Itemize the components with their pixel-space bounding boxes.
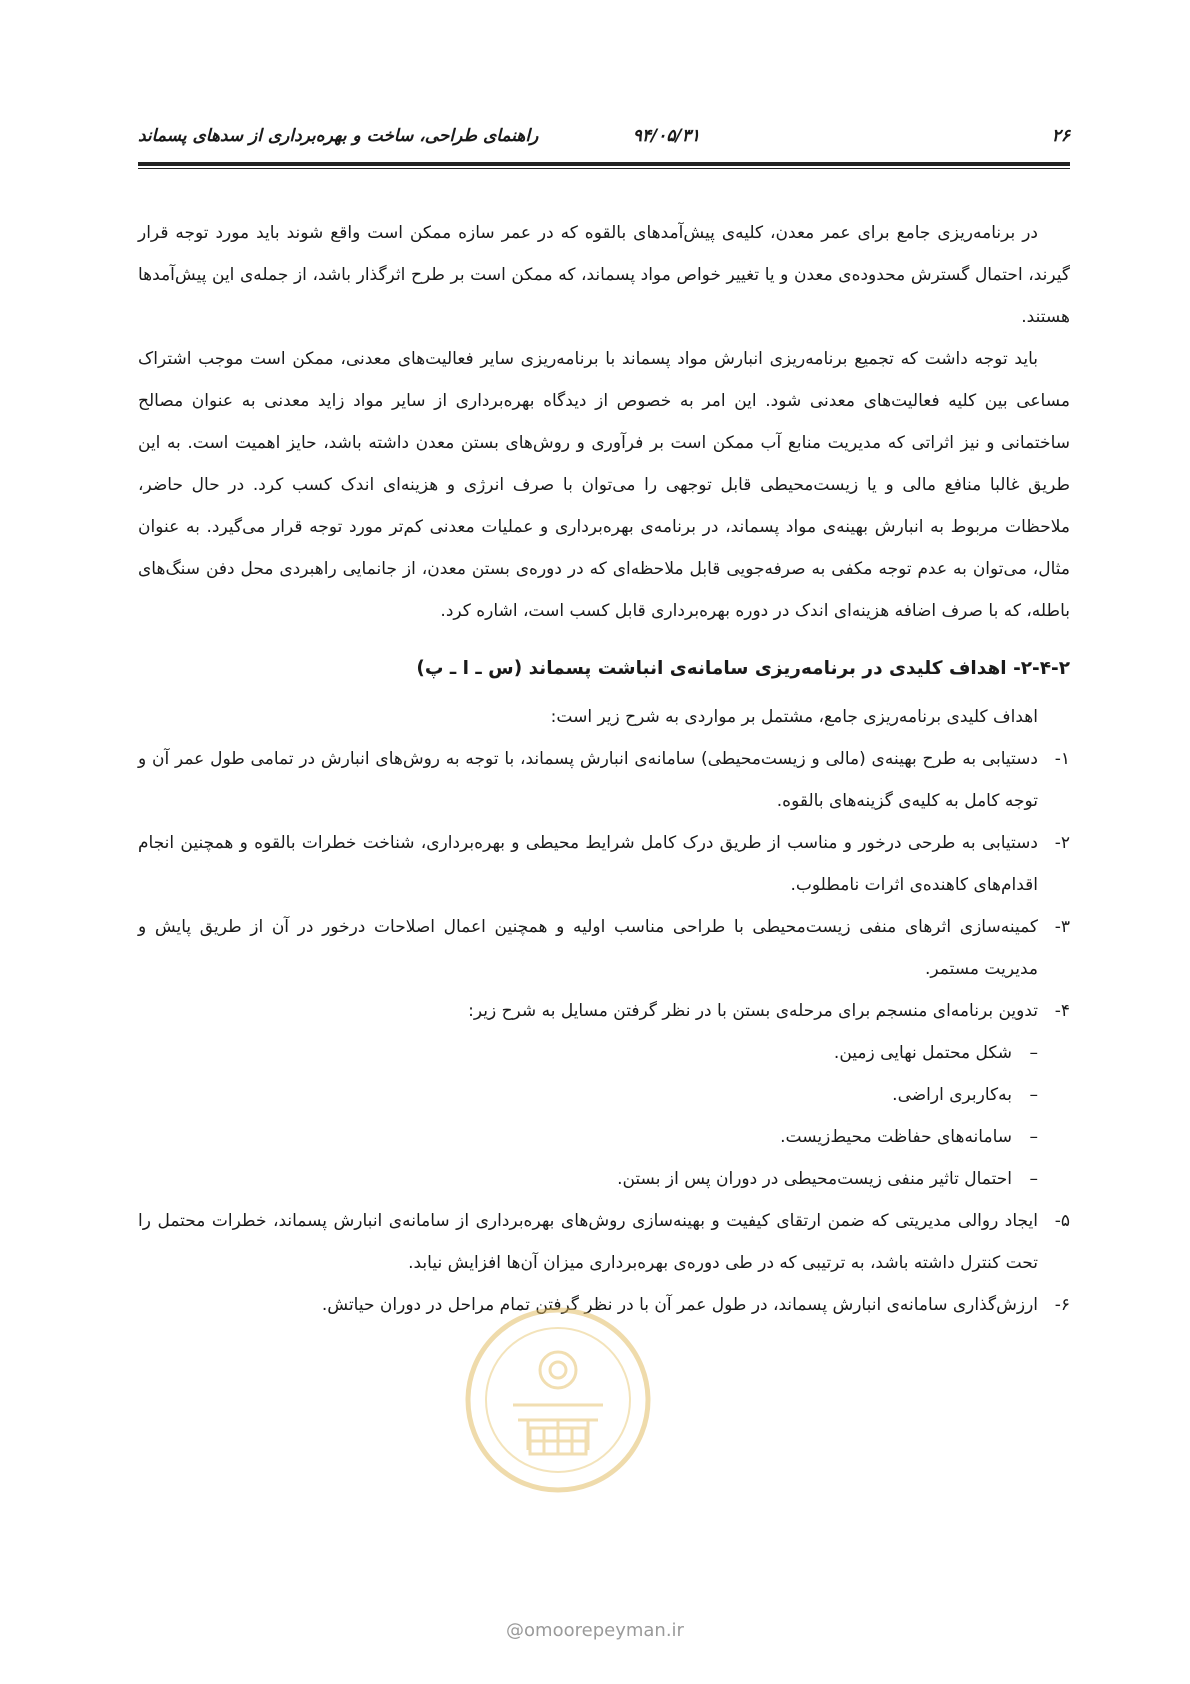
list-item	[138, 822, 1070, 906]
sub-item-text: شکل محتمل نهایی زمین.	[833, 1043, 1012, 1063]
sub-item-text: به‌کاربری اراضی.	[892, 1085, 1012, 1105]
sub-list-item	[138, 1158, 1070, 1200]
item-text: کمینه‌سازی اثرهای منفی زیست‌محیطی با طراحی مناسب اولیه و همچنین اعمال اصلاحات درخور در آن از طریق پایش و مدیریت مستمر.	[138, 917, 1038, 979]
paragraph: در برنامه‌ریزی جامع برای عمر معدن، کلیه‌ی پیش‌آمدهای بالقوه که در عمر سازه ممکن است واقع شوند باید مورد توجه قرار گیرند، احتمال گسترش محدوده‌ی معدن و یا تغییر خواص مواد پسماند، که ممکن است بر طرح اثرگذار باشد، از جمله‌ی این پیش‌آمدها هستند.	[138, 223, 1070, 327]
item-text: دستیابی به طرح بهینه‌ی (مالی و زیست‌محیطی) سامانه‌ی انبارش پسماند، با توجه به روش‌های انبارش در تمامی طول عمر آن و توجه کامل به کلیه‌ی گزینه‌های بالقوه.	[138, 749, 1038, 811]
page-header	[138, 124, 1070, 154]
dash-bullet: –	[1029, 1085, 1038, 1105]
watermark-url: @omoorepeyman.ir	[506, 1620, 684, 1641]
item-text: دستیابی به طرحی درخور و مناسب از طریق درک کامل شرایط محیطی و بهره‌برداری، شناخت خطرات بالقوه و همچنین انجام اقدام‌های کاهنده‌ی اثرات نامطلوب.	[138, 833, 1038, 895]
item-number: ۳-	[1054, 917, 1070, 937]
paragraph: باید توجه داشت که تجمیع برنامه‌ریزی انبارش مواد پسماند با برنامه‌ریزی سایر فعالیت‌های معدنی، ممکن است موجب اشتراک مساعی بین کلیه فعالیت‌های معدنی شود. این امر به خصوص از دیدگاه بهره‌برداری از سایر مواد زاید معدنی به عنوان مصالح ساختمانی و نیز اثراتی که مدیریت منابع آب ممکن است بر فرآوری و روش‌های بستن معدن داشته باشد، حایز اهمیت است. به این طریق غالبا منافع مالی و یا زیست‌محیطی قابل توجهی را می‌توان با صرف انرژی و هزینه‌ای اندک کسب کرد. در حال حاضر، ملاحظات مربوط به انبارش بهینه‌ی مواد پسماند، در برنامه‌ی بهره‌برداری و عملیات معدنی کم‌تر مورد توجه قرار می‌گیرد. به عنوان مثال، می‌توان به عدم توجه مکفی به صرفه‌جویی قابل ملاحظه‌ای که در دوره‌ی بستن معدن، از جانمایی راهبردی محل دفن سنگ‌های باطله، که با صرف اضافه هزینه‌ای اندک در دوره بهره‌برداری قابل کسب است، اشاره کرد.	[138, 349, 1070, 621]
section-heading: ۲-۴-۲- اهداف کلیدی در برنامه‌ریزی سامانه‌ی انباشت پسماند (س ـ ا ـ پ)	[416, 658, 1070, 679]
page-number: ۲۶	[1051, 126, 1070, 146]
item-number: ۶-	[1054, 1295, 1070, 1315]
intro-text: اهداف کلیدی برنامه‌ریزی جامع، مشتمل بر مواردی به شرح زیر است:	[550, 707, 1038, 727]
dash-bullet: –	[1029, 1127, 1038, 1147]
list-item	[138, 906, 1070, 990]
item-number: ۵-	[1054, 1211, 1070, 1231]
header-date: ۹۴/۰۵/۳۱	[632, 126, 700, 146]
header-rule-thin	[138, 168, 1070, 169]
document-title: راهنمای طراحی، ساخت و بهره‌برداری از سدهای پسماند	[138, 126, 539, 146]
dash-bullet: –	[1029, 1169, 1038, 1189]
item-number: ۲-	[1054, 833, 1070, 853]
sub-list-item	[138, 1032, 1070, 1074]
list-item	[138, 1200, 1070, 1284]
sub-list-item	[138, 1074, 1070, 1116]
sub-item-text: احتمال تاثیر منفی زیست‌محیطی در دوران پس از بستن.	[617, 1169, 1012, 1189]
sub-item-text: سامانه‌های حفاظت محیط‌زیست.	[780, 1127, 1012, 1147]
header-rule-thick	[138, 162, 1070, 166]
watermark-seal-icon	[458, 1300, 658, 1500]
page-content	[138, 212, 1070, 1326]
goals-list	[138, 738, 1070, 1326]
item-number: ۴-	[1054, 1001, 1070, 1021]
item-text: تدوین برنامه‌ای منسجم برای مرحله‌ی بستن با در نظر گرفتن مسایل به شرح زیر:	[468, 1001, 1038, 1021]
item-text: ایجاد روالی مدیریتی که ضمن ارتقای کیفیت و بهینه‌سازی روش‌های بهره‌برداری از سامانه‌ی انبارش پسماند، خطرات محتمل را تحت کنترل داشته باشد، به ترتیبی که در طی دوره‌ی بهره‌برداری میزان آن‌ها افزایش نیابد.	[138, 1211, 1038, 1273]
dash-bullet: –	[1029, 1043, 1038, 1063]
sub-list-item	[138, 1116, 1070, 1158]
item-number: ۱-	[1054, 749, 1070, 769]
list-item	[138, 990, 1070, 1032]
list-item	[138, 738, 1070, 822]
item-text: ارزش‌گذاری سامانه‌ی انبارش پسماند، در طول عمر آن با در نظر گرفتن تمام مراحل در دوران حیاتش.	[321, 1295, 1038, 1315]
